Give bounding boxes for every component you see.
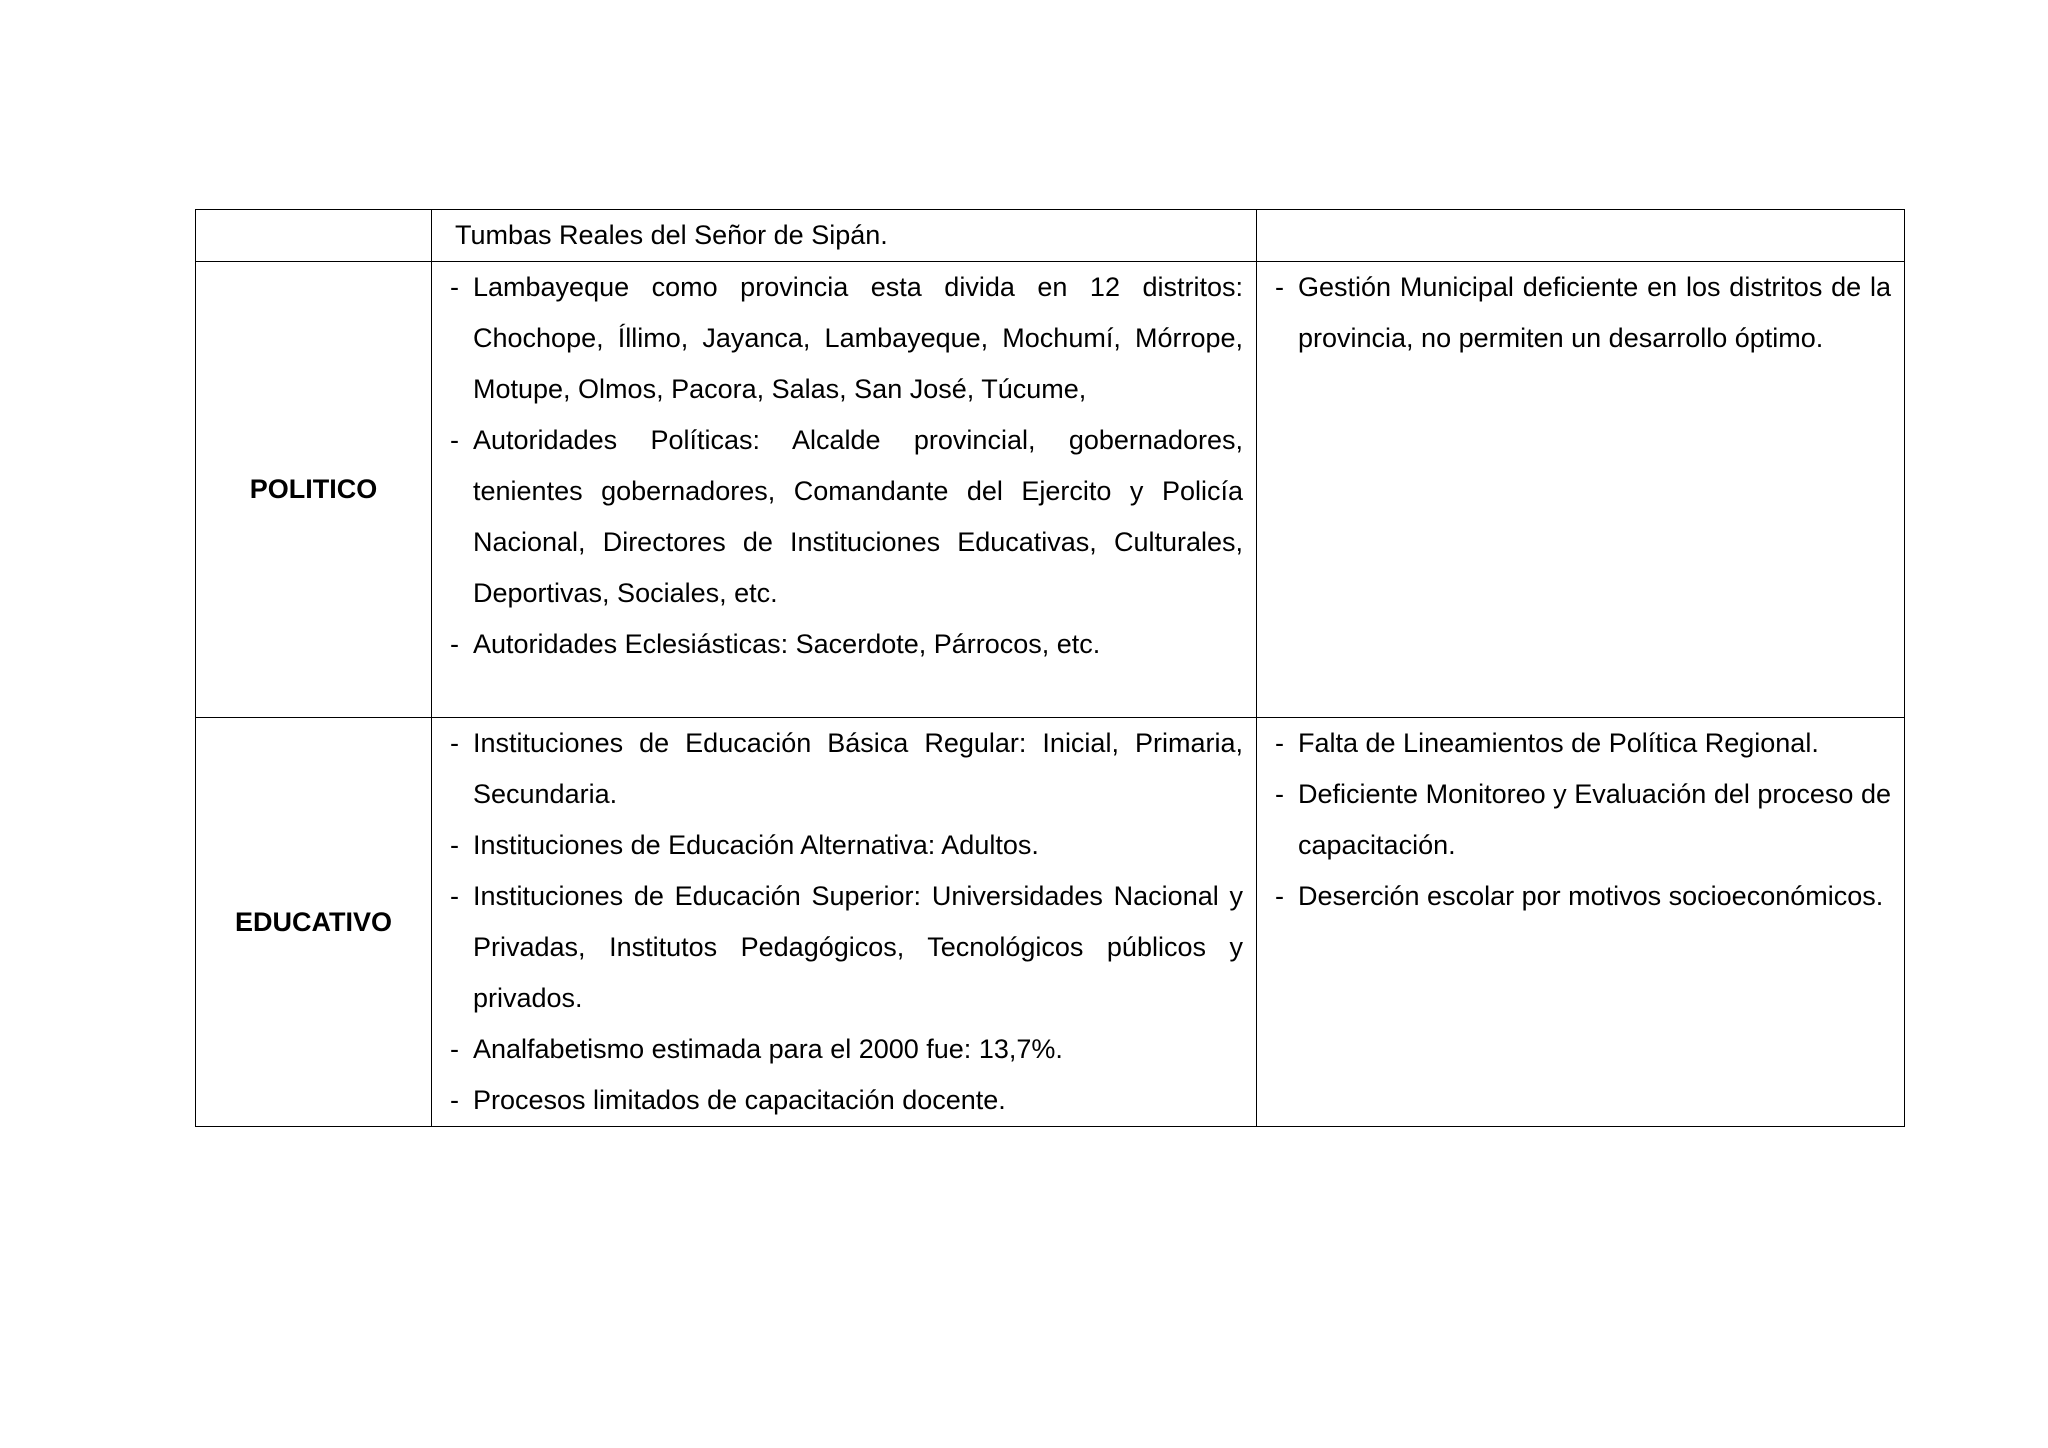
- document-table: [195, 209, 1905, 1127]
- list-item: - Deserción escolar por motivos socioeconómicos.: [1275, 871, 1891, 922]
- description-list: [450, 718, 1243, 1126]
- list-item: - Instituciones de Educación Alternativa: Adultos.: [450, 820, 1243, 871]
- list-item: - Gestión Municipal deficiente en los distritos de la provincia, no permiten un desarrollo óptimo.: [1275, 262, 1891, 364]
- list-item: - Autoridades Políticas: Alcalde provincial, gobernadores, tenientes gobernadores, Comandante del Ejercito y Policía Nacional, Directores de Instituciones Educativas, Culturales, Deportivas, Sociales, etc.: [450, 415, 1243, 619]
- description-list: [450, 262, 1243, 670]
- list-item: - Procesos limitados de capacitación docente.: [450, 1075, 1243, 1126]
- table-row: [196, 262, 1905, 718]
- description-cell: [432, 210, 1257, 262]
- problems-cell: [1257, 718, 1905, 1127]
- row-label: POLITICO: [196, 262, 432, 718]
- list-item: - Analfabetismo estimada para el 2000 fue: 13,7%.: [450, 1024, 1243, 1075]
- continuation-text: Tumbas Reales del Señor de Sipán.: [455, 220, 888, 250]
- list-item: - Falta de Lineamientos de Política Regional.: [1275, 718, 1891, 769]
- problems-cell: [1257, 210, 1905, 262]
- table-row: [196, 718, 1905, 1127]
- problems-cell: [1257, 262, 1905, 718]
- list-item: - Deficiente Monitoreo y Evaluación del proceso de capacitación.: [1275, 769, 1891, 871]
- row-label: EDUCATIVO: [196, 718, 432, 1127]
- row-label: [196, 210, 432, 262]
- list-item: - Instituciones de Educación Superior: Universidades Nacional y Privadas, Institutos Pedagógicos, Tecnológicos públicos y privados.: [450, 871, 1243, 1024]
- table-row: [196, 210, 1905, 262]
- problems-list: [1275, 262, 1891, 364]
- list-item: - Instituciones de Educación Básica Regular: Inicial, Primaria, Secundaria.: [450, 718, 1243, 820]
- description-cell: [432, 262, 1257, 718]
- description-cell: [432, 718, 1257, 1127]
- list-item: - Autoridades Eclesiásticas: Sacerdote, Párrocos, etc.: [450, 619, 1243, 670]
- list-item: - Lambayeque como provincia esta divida en 12 distritos: Chochope, Íllimo, Jayanca, Lambayeque, Mochumí, Mórrope, Motupe, Olmos, Pacora, Salas, San José, Túcume,: [450, 262, 1243, 415]
- problems-list: [1275, 718, 1891, 922]
